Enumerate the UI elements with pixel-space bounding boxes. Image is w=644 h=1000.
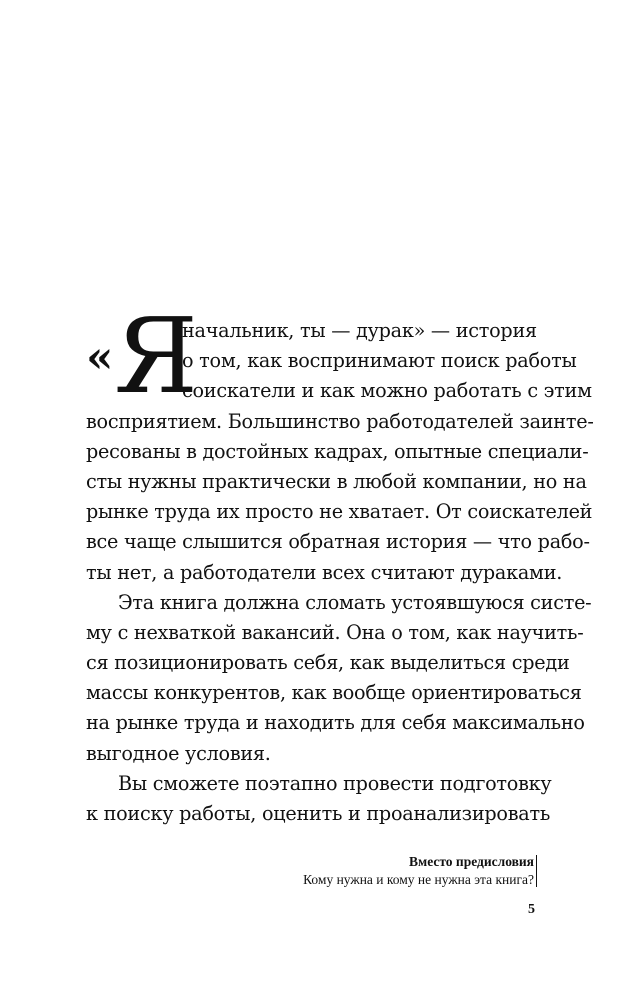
text-line: все чаще слышится обратная история — что рабо-	[86, 530, 590, 554]
footer-section-title: Вместо предисловия	[409, 854, 534, 869]
text-line: рынке труда их просто не хватает. От соискателей	[86, 500, 593, 524]
footer-chapter-title: Кому нужна и кому не нужна эта книга?	[303, 872, 534, 887]
text-line: Эта книга должна сломать устоявшуюся систе-	[118, 590, 592, 614]
text-line: ты нет, а работодатели всех считают дураками.	[86, 560, 563, 584]
text-line: му с нехваткой вакансий. Она о том, как научить-	[86, 620, 584, 644]
text-line: начальник, ты — дурак» — история	[182, 319, 537, 342]
text-line: восприятием. Большинство работодателей заинте-	[86, 409, 594, 433]
drop-cap-letter: Я	[114, 295, 198, 417]
text-line: сты нужны практически в любой компании, но на	[86, 469, 587, 493]
text-line: ресованы в достойных кадрах, опытные специали-	[86, 439, 589, 463]
text-line: о том, как воспринимают поиск работы	[182, 349, 577, 373]
text-line: ся позиционировать себя, как выделиться среди	[86, 651, 570, 675]
text-line: выгодное условия.	[86, 741, 271, 765]
text-line: соискатели и как можно работать с этим	[182, 379, 592, 403]
text-line: Вы сможете поэтапно провести подготовку	[118, 771, 552, 795]
drop-cap-quote: «	[86, 332, 114, 383]
body-text	[86, 316, 594, 829]
text-line: к поиску работы, оценить и проанализировать	[86, 802, 551, 825]
text-line: массы конкурентов, как вообще ориентироваться	[86, 681, 582, 705]
text-line: на рынке труда и находить для себя максимально	[86, 711, 585, 735]
running-footer	[270, 853, 534, 889]
footer-divider	[536, 855, 537, 887]
page-number: 5	[528, 902, 535, 917]
